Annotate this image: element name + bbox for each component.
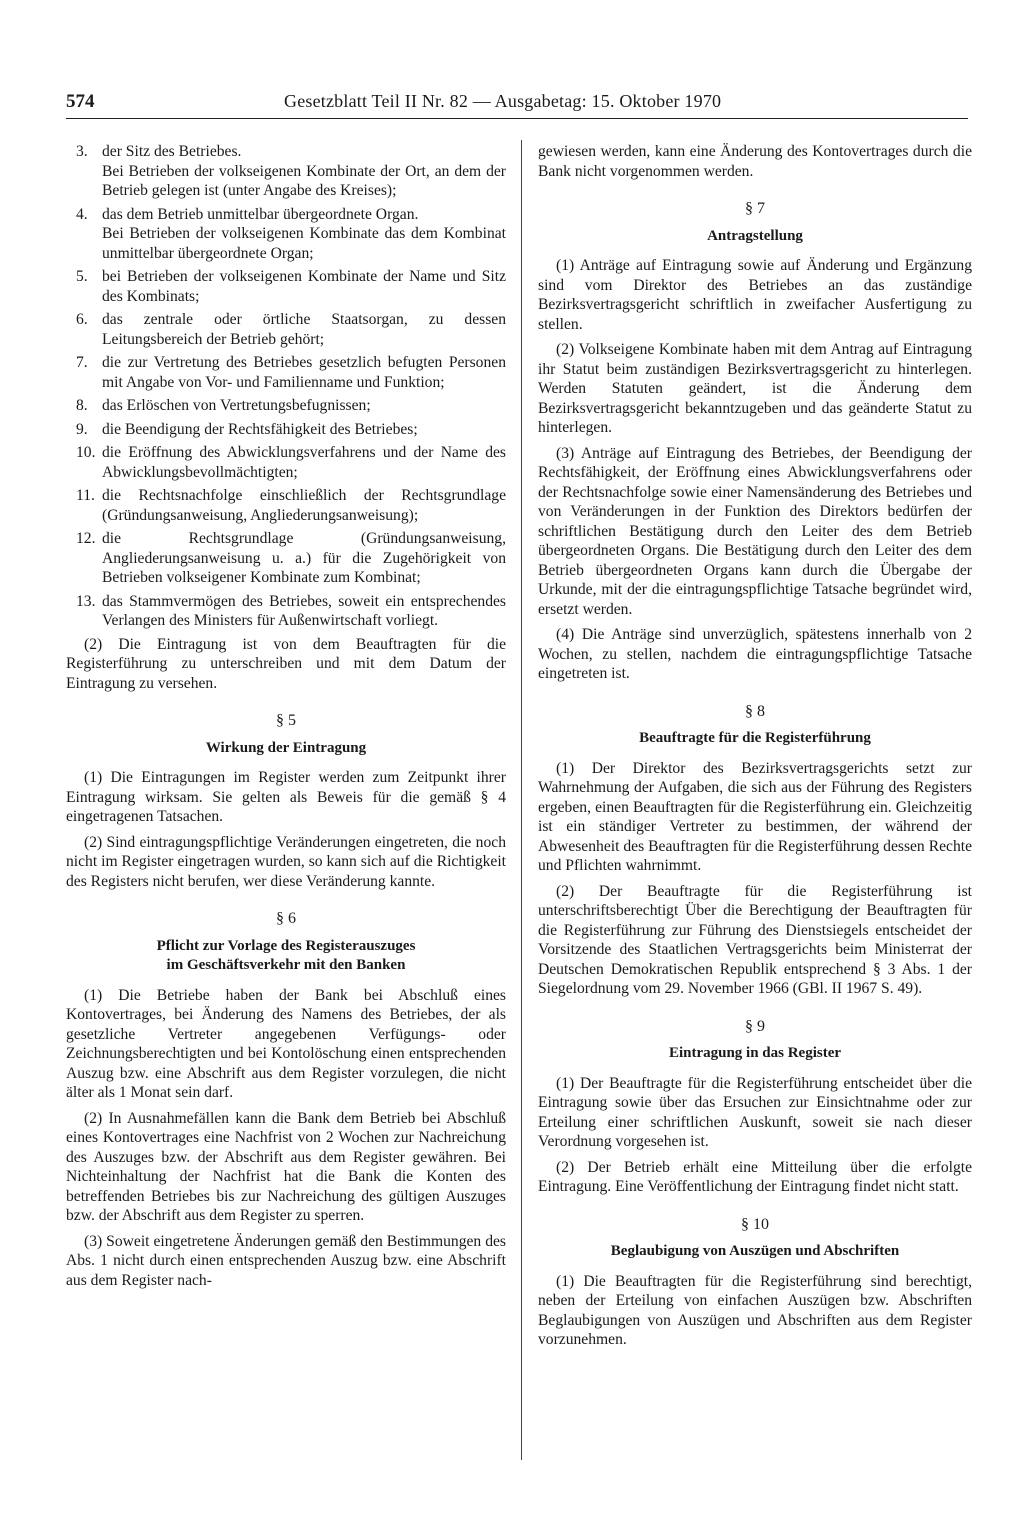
- section-8-paragraph-2: (2) Der Beauftragte für die Registerführung ist unterschriftsberechtigt Über die Berechtigung der Beauftragten für die Registerführung zur Führung des Dienstsiegels entscheidet der Vorsitzende des Staatlichen Vertragsgerichts beim Ministerrat der Deutschen Demokratischen Republik entsprechend § 3 Abs. 1 der Siegelordnung vom 29. November 1966 (GBl. II 1967 S. 49).: [538, 882, 972, 997]
- section-8-title: Beauftragte für die Registerführung: [639, 730, 871, 746]
- list-item: 11. die Rechtsnachfolge einschließlich der Rechtsgrundlage (Gründungsanweisung, Angliederungsanweisung);: [76, 487, 506, 524]
- page-number: 574: [66, 91, 95, 112]
- list-item: 8. das Erlöschen von Vertretungsbefugnissen;: [76, 397, 371, 414]
- section-7-sign: § 7: [745, 200, 765, 217]
- list-item: 10. die Eröffnung des Abwicklungsverfahrens und der Name des Abwicklungsbevollmächtigten;: [76, 444, 506, 481]
- section-9-sign: § 9: [745, 1017, 765, 1035]
- section-6-title-line-1: Pflicht zur Vorlage des Registerauszuges: [156, 937, 416, 954]
- section-5-paragraph-1: (1) Die Eintragungen im Register werden zum Zeitpunkt ihrer Eintragung wirksam. Sie gelten als Beweis für die gemäß § 4 eingetragenen Tatsachen.: [66, 769, 506, 825]
- list-item: 5. bei Betrieben der volkseigenen Kombinate der Name und Sitz des Kombinats;: [76, 268, 506, 305]
- register-entry-list: [66, 142, 506, 631]
- left-column: [66, 142, 506, 1296]
- column-divider: [521, 140, 522, 1460]
- section-6-paragraph-1: (1) Die Betriebe haben der Bank bei Abschluß eines Kontovertrages, bei Änderung des Namens des Betriebes, der als gesetzliche Vertreter angegebenen Verfügungs- oder Zeichnungsberechtigten und bei Kontolöschung einen entsprechenden Auszug bzw. eine Abschrift aus dem Register vorzulegen, die nicht älter als 1 Monat sein darf.: [66, 986, 506, 1101]
- list-item: 6. das zentrale oder örtliche Staatsorgan, zu dessen Leitungsbereich der Betrieb gehört;: [76, 311, 506, 348]
- section-6-sign: § 6: [276, 910, 296, 927]
- section-6-title-line-2: im Geschäftsverkehr mit den Banken: [166, 957, 406, 973]
- section-7-paragraph-2: (2) Volkseigene Kombinate haben mit dem Antrag auf Eintragung ihr Statut beim zuständigen Bezirksvertragsgericht zu hinterlegen. Werden Statuten geändert, ist die Änderung dem Bezirksvertragsgericht bekanntzugeben und das geänderte Statut zu hinterlegen.: [538, 341, 972, 436]
- section-8-sign: § 8: [745, 702, 765, 720]
- page-header: [66, 88, 968, 119]
- list-item: 13. das Stammvermögen des Betriebes, soweit ein entsprechendes Verlangen des Ministers für Außenwirtschaft vorliegt.: [76, 592, 506, 629]
- section-10-paragraph-1: (1) Die Beauftragten für die Registerführung sind berechtigt, neben der Erteilung von einfachen Auszügen bzw. Abschriften Beglaubigungen von Auszügen und Abschriften aus dem Register vorzunehmen.: [538, 1272, 972, 1348]
- section-7-paragraph-4: (4) Die Anträge sind unverzüglich, spätestens innerhalb von 2 Wochen, zu stellen, nachdem die eintragungspflichtige Tatsache eingetreten ist.: [538, 626, 972, 682]
- paragraph-4-2: (2) Die Eintragung ist von dem Beauftragten für die Registerführung zu unterschreiben und mit dem Datum der Eintragung zu versehen.: [66, 635, 506, 692]
- section-5-sign: § 5: [276, 712, 296, 729]
- section-9-paragraph-1: (1) Der Beauftragte für die Registerführung entscheidet über die Eintragung sowie über das Ersuchen zur Einsichtnahme oder zur Erteilung einer schriftlichen Auskunft, soweit sie nach dieser Verordnung vorgesehen ist.: [538, 1074, 972, 1150]
- section-7-paragraph-1: (1) Anträge auf Eintragung sowie auf Änderung und Ergänzung sind vom Direktor des Betriebes an das zuständige Bezirksvertragsgericht schriftlich in zweifacher Ausfertigung zu stellen.: [538, 257, 972, 333]
- continuation-paragraph: gewiesen werden, kann eine Änderung des Kontovertrages durch die Bank nicht vorgenommen werden.: [538, 143, 972, 180]
- section-6-paragraph-3: (3) Soweit eingetretene Änderungen gemäß den Bestimmungen des Abs. 1 nicht durch einen entsprechenden Auszug bzw. eine Abschrift aus dem Register nach-: [66, 1232, 506, 1289]
- section-5-title: Wirkung der Eintragung: [205, 739, 367, 756]
- section-9-title: Eintragung in das Register: [668, 1045, 842, 1061]
- section-7-title: Antragstellung: [707, 227, 803, 244]
- section-7-paragraph-3: (3) Anträge auf Eintragung des Betriebes, der Beendigung der Rechtsfähigkeit, der Eröffnung eines Abwicklungsverfahrens oder der Rechtsnachfolge sowie einer Namensänderung des Betriebes und von Veränderungen in der Funktion des Direktors bedürfen der schriftlichen Bestätigung durch den Leiter des dem Betrieb übergeordneten Organs. Die Bestätigung durch den Leiter des dem Betrieb übergeordneten Organs kann durch die Übergabe der Urkunde, mit der die eintragungspflichtige Tatsache begründet wird, ersetzt werden.: [538, 444, 972, 618]
- list-item: 3. der Sitz des Betriebes. Bei Betrieben der volkseigenen Kombinate der Ort, an dem der Betrieb gelegen ist (unter Angabe des Kreises);: [76, 143, 506, 199]
- section-5-paragraph-2: (2) Sind eintragungspflichtige Veränderungen eingetreten, die noch nicht im Register eingetragen wurden, so kann sich auf die Richtigkeit des Registers nicht berufen, wer diese Veränderung kannte.: [66, 833, 506, 890]
- section-9-paragraph-2: (2) Der Betrieb erhält eine Mitteilung über die erfolgte Eintragung. Eine Veröffentlichung der Eintragung findet nicht statt.: [538, 1158, 972, 1195]
- section-10-sign: § 10: [741, 1215, 769, 1233]
- section-6-title: [66, 937, 506, 976]
- section-6-paragraph-2: (2) In Ausnahmefällen kann die Bank dem Betrieb bei Abschluß eines Kontovertrages eine Nachfrist von 2 Wochen zur Nachreichung des Auszuges bzw. der Abschrift aus dem Register gewähren. Bei Nichteinhaltung der Nachfrist hat die Bank die Konten des betreffenden Betriebes bis zur Nachreichung des gültigen Auszuges bzw. der Abschrift aus dem Register zu sperren.: [66, 1109, 506, 1224]
- list-item: 7. die zur Vertretung des Betriebes gesetzlich befugten Personen mit Angabe von Vor- und Familienname und Funktion;: [76, 354, 506, 391]
- section-8-paragraph-1: (1) Der Direktor des Bezirksvertragsgerichts setzt zur Wahrnehmung der Aufgaben, die sich aus der Führung des Registers ergeben, einen Beauftragten für die Registerführung ein. Gleichzeitig ist ein ständiger Vertreter zu bestimmen, der während der Abwesenheit des Beauftragten für die Registerführung dessen Rechte und Pflichten wahrnimmt.: [538, 759, 972, 874]
- section-10-title: Beglaubigung von Auszügen und Abschriften: [610, 1243, 900, 1259]
- list-item: 4. das dem Betrieb unmittelbar übergeordnete Organ. Bei Betrieben der volkseigenen Kombinate das dem Kombinat unmittelbar übergeordnete Organ;: [76, 205, 506, 262]
- right-column: [538, 142, 972, 1356]
- list-item: 9. die Beendigung der Rechtsfähigkeit des Betriebes;: [76, 420, 418, 438]
- header-title: Gesetzblatt Teil II Nr. 82 — Ausgabetag: 15. Oktober 1970: [284, 91, 722, 111]
- list-item: 12. die Rechtsgrundlage (Gründungsanweisung, Angliederungsanweisung u. a.) für die Zugehörigkeit von Betrieben volkseigener Kombinate zum Kombinat;: [76, 530, 506, 586]
